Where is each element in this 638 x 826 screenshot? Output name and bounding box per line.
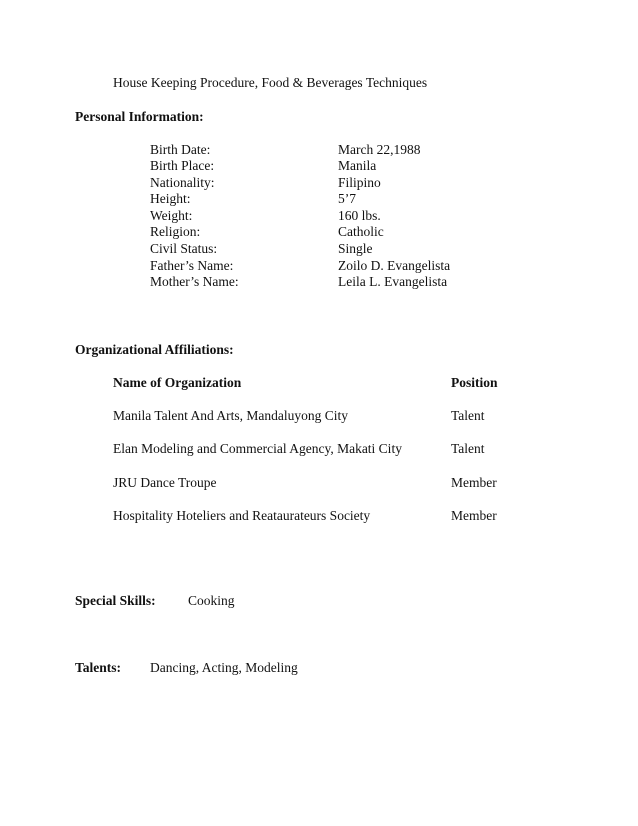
- organization-name: JRU Dance Troupe: [113, 475, 217, 490]
- nationality-label: Nationality:: [150, 175, 215, 190]
- talents-value: Dancing, Acting, Modeling: [150, 660, 298, 675]
- organization-position: Talent: [451, 408, 485, 423]
- personal-information-heading: Personal Information:: [75, 109, 204, 124]
- organization-name: Hospitality Hoteliers and Reataurateurs Society: [113, 508, 371, 523]
- organizational-affiliations-heading: Organizational Affiliations:: [75, 342, 234, 357]
- organization-name-column-header: Name of Organization: [113, 375, 242, 390]
- height-label: Height:: [150, 191, 191, 206]
- organization-position: Member: [451, 508, 497, 523]
- organization-name: Manila Talent And Arts, Mandaluyong City: [113, 408, 349, 423]
- height-value: 5’7: [338, 191, 356, 206]
- special-skills-value: Cooking: [188, 593, 235, 608]
- organization-name: Elan Modeling and Commercial Agency, Makati City: [113, 441, 402, 456]
- mothers-name-value: Leila L. Evangelista: [338, 274, 448, 289]
- intro-text: House Keeping Procedure, Food & Beverages Techniques: [113, 75, 428, 90]
- talents-label: Talents:: [75, 660, 122, 675]
- weight-label: Weight:: [150, 208, 193, 223]
- weight-value: 160 lbs.: [338, 208, 381, 223]
- religion-label: Religion:: [150, 224, 201, 239]
- birth-date-value: March 22,1988: [338, 142, 421, 157]
- organization-position: Talent: [451, 441, 485, 456]
- mothers-name-label: Mother’s Name:: [150, 274, 239, 289]
- organization-position: Member: [451, 475, 497, 490]
- civil-status-label: Civil Status:: [150, 241, 218, 256]
- birth-place-label: Birth Place:: [150, 158, 215, 173]
- fathers-name-label: Father’s Name:: [150, 258, 234, 273]
- special-skills-label: Special Skills:: [75, 593, 156, 608]
- civil-status-value: Single: [338, 241, 373, 256]
- birth-date-label: Birth Date:: [150, 142, 211, 157]
- birth-place-value: Manila: [338, 158, 377, 173]
- religion-value: Catholic: [338, 224, 384, 239]
- nationality-value: Filipino: [338, 175, 381, 190]
- position-column-header: Position: [451, 375, 498, 390]
- fathers-name-value: Zoilo D. Evangelista: [338, 258, 451, 273]
